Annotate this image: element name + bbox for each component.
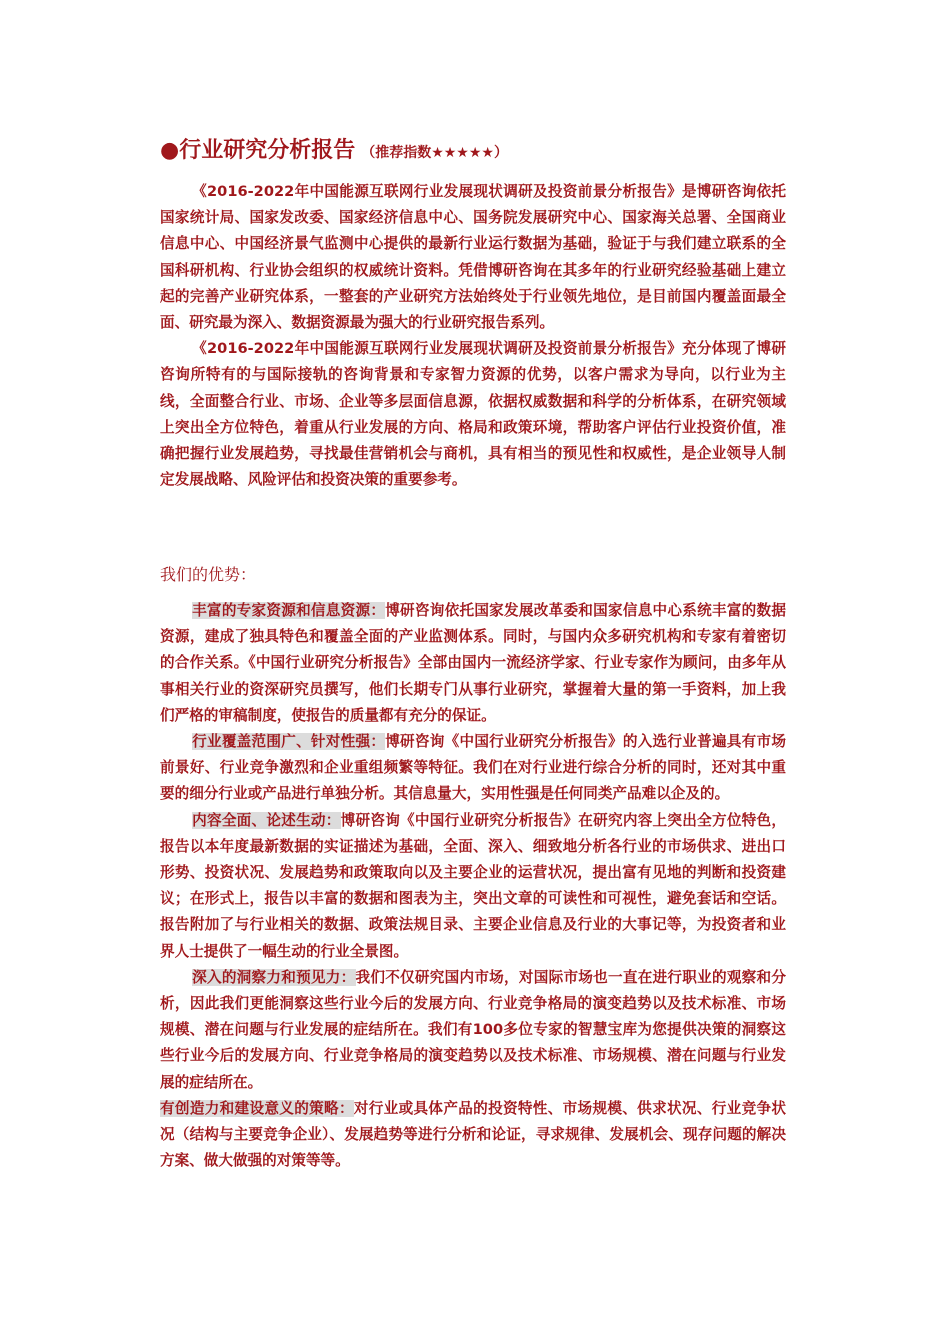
advantage-item (160, 965, 786, 1096)
advantage-label: 深入的洞察力和预见力： (192, 968, 356, 986)
advantage-item (160, 808, 786, 965)
advantage-item (160, 1096, 786, 1175)
advantage-label: 内容全面、论述生动： (192, 811, 341, 829)
intro-paragraph-1: 《2016-2022年中国能源互联网行业发展现状调研及投资前景分析报告》是博研咨询依托国家统计局、国家发改委、国家经济信息中心、国务院发展研究中心、国家海关总署、全国商业信息中心、中国经济景气监测中心提供的最新行业运行数据为基础，验证于与我们建立联系的全国科研机构、行业协会组织的权威统计资料。凭借博研咨询在其多年的行业研究经验基础上建立起的完善产业研究体系，一整套的产业研究方法始终处于行业领先地位，是目前国内覆盖面最全面、研究最为深入、数据资源最为强大的行业研究报告系列。 (160, 183, 786, 332)
recommendation-rating: （推荐指数★★★★★） (361, 145, 508, 161)
advantage-label: 行业覆盖范围广、针对性强： (192, 733, 386, 751)
intro-section (160, 179, 786, 493)
report-title-main: ●行业研究分析报告 (160, 138, 356, 163)
advantage-item (160, 729, 786, 808)
advantage-label: 有创造力和建设意义的策略： (160, 1099, 354, 1117)
advantage-text: 博研咨询《中国行业研究分析报告》的入选行业普遍具有市场前景好、行业竞争激烈和企业重组频繁等特征。我们在对行业进行综合分析的同时，还对其中重要的细分行业或产品进行单独分析。其信息量大，实用性强是任何同类产品难以企及的。 (160, 733, 786, 803)
intro-paragraph-2: 《2016-2022年中国能源互联网行业发展现状调研及投资前景分析报告》充分体现了博研咨询所特有的与国际接轨的咨询背景和专家智力资源的优势，以客户需求为导向，以行业为主线，全面整合行业、市场、企业等多层面信息源，依据权威数据和科学的分析体系，在研究领域上突出全方位特色，着重从行业发展的方向、格局和政策环境，帮助客户评估行业投资价值，准确把握行业发展趋势，寻找最佳营销机会与商机，具有相当的预见性和权威性，是企业领导人制定发展战略、风险评估和投资决策的重要参考。 (160, 340, 786, 489)
advantage-label: 丰富的专家资源和信息资源： (192, 602, 386, 619)
advantage-text: 对行业或具体产品的投资特性、市场规模、供求状况、行业竞争状况（结构与主要竞争企业）、发展趋势等进行分析和论证，寻求规律、发展机会、现存问题的解决方案、做大做强的对策等等。 (160, 1099, 786, 1170)
advantages-heading: 我们的优势： (160, 565, 257, 584)
advantages-section (160, 598, 786, 1174)
advantage-text: 博研咨询《中国行业研究分析报告》在研究内容上突出全方位特色，报告以本年度最新数据的实证描述为基础，全面、深入、细致地分析各行业的市场供求、进出口形势、投资状况、发展趋势和政策取向以及主要企业的运营状况，提出富有见地的判断和投资建议；在形式上，报告以丰富的数据和图表为主，突出文章的可读性和可视性，避免套话和空话。报告附加了与行业相关的数据、政策法规目录、主要企业信息及行业的大事记等，为投资者和业界人士提供了一幅生动的行业全景图。 (160, 811, 786, 960)
advantage-item (160, 598, 786, 729)
report-title (160, 134, 508, 170)
advantage-text: 博研咨询依托国家发展改革委和国家信息中心系统丰富的数据资源，建成了独具特色和覆盖全面的产业监测体系。同时，与国内众多研究机构和专家有着密切的合作关系。《中国行业研究分析报告》全部由国内一流经济学家、行业专家作为顾问，由多年从事相关行业的资深研究员撰写，他们长期专门从事行业研究，掌握着大量的第一手资料，加上我们严格的审稿制度，使报告的质量都有充分的保证。 (160, 602, 786, 724)
advantage-text: 我们不仅研究国内市场，对国际市场也一直在进行职业的观察和分析，因此我们更能洞察这些行业今后的发展方向、行业竞争格局的演变趋势以及技术标准、市场规模、潜在问题与行业发展的症结所在。我们有100多位专家的智慧宝库为您提供决策的洞察这些行业今后的发展方向、行业竞争格局的演变趋势以及技术标准、市场规模、潜在问题与行业发展的症结所在。 (160, 968, 786, 1091)
